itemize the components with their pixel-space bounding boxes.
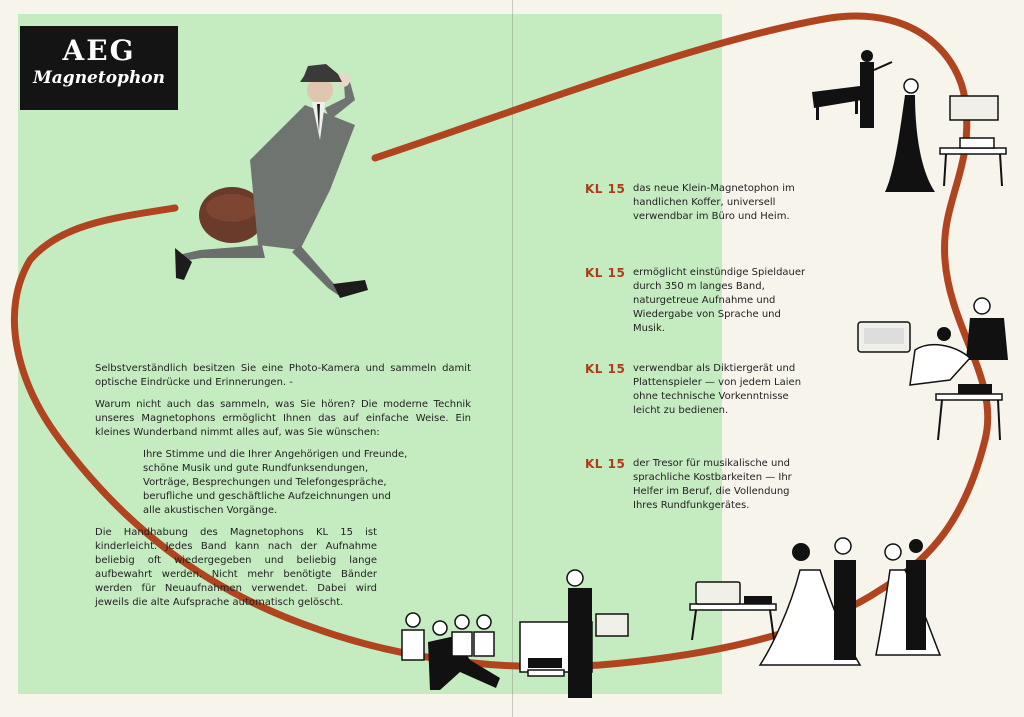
left-body-copy [95,362,471,618]
radio-table-illustration [690,582,776,640]
feature-description: der Tresor für musikalische und sprachliche Kostbarkeiten — Ihr Helfer im Beruf, die Vollendung Ihres Rundfunkgerätes. [633,458,792,511]
brand-product: Magnetophon [32,68,166,88]
feature-item [585,457,815,513]
recording-list [143,448,471,518]
feature-model-label: KL 15 [585,362,626,376]
brand-name: AEG [62,34,136,67]
list-item: Ihre Stimme und die Ihrer Angehörigen und Freunde, [143,449,408,460]
concert-scene-illustration [812,50,1006,192]
feature-item [585,182,815,224]
walking-man-illustration [175,64,368,298]
intro-paragraph: Selbstverständlich besitzen Sie eine Photo-Kamera und sammeln damit optische Eindrücke und Erinnerungen. - [95,363,471,388]
dancers-illustration [760,538,940,665]
question-paragraph: Warum nicht auch das sammeln, was Sie hören? Die moderne Technik unseres Magnetophons ermöglicht Ihnen das auf einfache Weise. Ein kleines Wunderband nimmt alles auf, was Sie wünschen: [95,399,471,438]
feature-description: ermöglicht einstündige Spieldauer durch 350 m langes Band, naturgetreue Aufnahme und Wiedergabe von Sprache und Musik. [633,267,806,334]
aeg-logo [20,26,178,110]
feature-model-label: KL 15 [585,266,626,280]
feature-model-label: KL 15 [585,457,626,471]
feature-description: verwendbar als Diktiergerät und Plattenspieler — von jedem Laien ohne technische Vorkenntnisse leicht zu bedienen. [633,363,802,416]
feature-item [585,362,815,418]
list-item: Vorträge, Besprechungen und Telefongespräche, [143,477,387,488]
list-item: schöne Musik und gute Rundfunksendungen, [143,463,369,474]
handling-paragraph: Die Handhabung des Magnetophons KL 15 ist kinderleicht. Jedes Band kann nach der Aufnahme beliebig oft wiedergegeben und beliebig lange aufbewahrt werden. Nicht mehr benötigte Bänder werden für Neuaufnahmen verwendet. Dabei wird jeweils die alte Aufsprache automatisch gelöscht. [95,527,377,608]
list-item: berufliche und geschäftliche Aufzeichnungen und [143,491,391,502]
feature-description: das neue Klein-Magnetophon im handlichen Koffer, universell verwendbar im Büro und Heim. [633,183,795,222]
audience-illustration [402,613,500,690]
list-item: alle akustischen Vorgänge. [143,505,278,516]
feature-model-label: KL 15 [585,182,626,196]
feature-item [585,266,815,336]
presenter-illustration [520,570,628,698]
